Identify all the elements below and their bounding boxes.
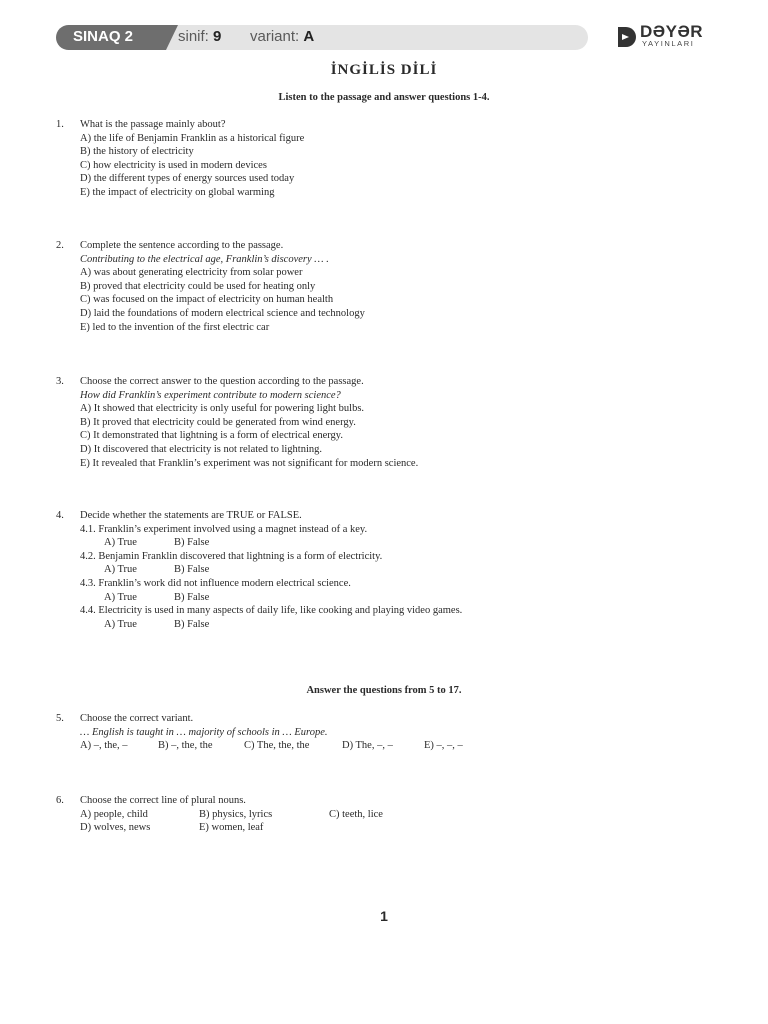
question-4 (56, 509, 676, 631)
option-b[interactable]: B) the history of electricity (80, 146, 194, 158)
tf-row-4-4 (104, 618, 676, 632)
question-1 (56, 118, 676, 200)
options-row (80, 739, 676, 753)
option-true[interactable]: A) True (104, 564, 137, 576)
option-false[interactable]: B) False (174, 564, 210, 576)
statement-4-4: 4.4. Electricity is used in many aspects of daily life, like cooking and playing video games. (80, 605, 463, 617)
logo-name: DƏYƏR (640, 22, 704, 41)
option-b[interactable]: B) –, the, the (158, 740, 213, 752)
logo-mark-icon (616, 25, 638, 49)
question-stem: Complete the sentence according to the passage. (80, 240, 284, 251)
subject-title: İNGİLİS DİLİ (330, 62, 438, 78)
question-number: 6. (56, 795, 64, 806)
option-d[interactable]: D) It discovered that electricity is not related to lightning. (80, 443, 323, 455)
logo-subtitle: YAYINLARI (642, 39, 695, 48)
exam-title: SINAQ 2 (73, 28, 134, 45)
option-e[interactable]: E) led to the invention of the first electric car (80, 321, 270, 333)
option-c[interactable]: C) The, the, the (244, 740, 310, 752)
option-a[interactable]: A) It showed that electricity is only useful for powering light bulbs. (80, 403, 365, 415)
option-a[interactable]: A) people, child (80, 808, 148, 820)
grade-value: 9 (213, 28, 222, 45)
header-bar (56, 25, 588, 50)
option-e[interactable]: E) –, –, – (424, 740, 463, 752)
option-d[interactable]: D) wolves, news (80, 822, 151, 834)
question-3 (56, 375, 676, 470)
question-number: 1. (56, 119, 64, 130)
grade-label: sinif: (178, 28, 209, 45)
question-number: 3. (56, 376, 64, 387)
option-b[interactable]: B) It proved that electricity could be generated from wind energy. (80, 416, 356, 428)
option-c[interactable]: C) It demonstrated that lightning is a form of electrical energy. (80, 430, 344, 442)
option-d[interactable]: D) the different types of energy sources used today (80, 173, 295, 185)
option-c[interactable]: C) teeth, lice (329, 808, 383, 820)
question-stem: Decide whether the statements are TRUE or FALSE. (80, 510, 302, 521)
statement-4-2: 4.2. Benjamin Franklin discovered that lightning is a form of electricity. (80, 550, 383, 562)
variant-info (250, 28, 314, 45)
variant-value: A (303, 28, 315, 45)
question-stem: Choose the correct answer to the question according to the passage. (80, 376, 364, 387)
variant-label: variant: (250, 28, 300, 45)
option-a[interactable]: A) was about generating electricity from solar power (80, 267, 303, 279)
question-prompt: … English is taught in … majority of schools in … Europe. (80, 726, 328, 738)
question-stem: Choose the correct line of plural nouns. (80, 795, 246, 806)
option-a[interactable]: A) –, the, – (80, 740, 128, 752)
option-false[interactable]: B) False (174, 618, 210, 630)
tf-row-4-1 (104, 536, 676, 550)
option-e[interactable]: E) women, leaf (199, 822, 264, 834)
question-prompt: Contributing to the electrical age, Franklin’s discovery … . (80, 253, 329, 265)
option-b[interactable]: B) proved that electricity could be used for heating only (80, 280, 316, 292)
statement-4-1: 4.1. Franklin’s experiment involved using a magnet instead of a key. (80, 523, 368, 535)
option-e[interactable]: E) It revealed that Franklin’s experiment was not significant for modern science. (80, 457, 419, 469)
question-6 (56, 794, 676, 835)
option-a[interactable]: A) the life of Benjamin Franklin as a historical figure (80, 132, 305, 144)
option-c[interactable]: C) was focused on the impact of electricity on human health (80, 294, 334, 306)
publisher-logo (616, 22, 708, 52)
question-prompt: How did Franklin’s experiment contribute to modern science? (80, 389, 341, 401)
question-number: 4. (56, 510, 64, 521)
question-number: 5. (56, 713, 64, 724)
option-true[interactable]: A) True (104, 591, 137, 603)
option-false[interactable]: B) False (174, 537, 210, 549)
option-false[interactable]: B) False (174, 591, 210, 603)
option-c[interactable]: C) how electricity is used in modern devices (80, 159, 267, 171)
question-number: 2. (56, 240, 64, 251)
option-b[interactable]: B) physics, lyrics (199, 808, 273, 820)
tf-row-4-3 (104, 591, 676, 605)
statement-4-3: 4.3. Franklin’s work did not influence modern electrical science. (80, 577, 351, 589)
grammar-instruction: Answer the questions from 5 to 17. (306, 685, 462, 696)
option-d[interactable]: D) The, –, – (342, 740, 393, 752)
grade-info (178, 28, 221, 45)
question-stem: What is the passage mainly about? (80, 119, 226, 130)
options-row-2 (80, 821, 676, 835)
question-2 (56, 239, 676, 334)
listening-instruction: Listen to the passage and answer questions 1-4. (278, 92, 490, 103)
option-e[interactable]: E) the impact of electricity on global warming (80, 186, 275, 198)
options-row-1 (80, 808, 676, 822)
option-true[interactable]: A) True (104, 618, 137, 630)
tf-row-4-2 (104, 563, 676, 577)
option-d[interactable]: D) laid the foundations of modern electrical science and technology (80, 307, 365, 319)
option-true[interactable]: A) True (104, 537, 137, 549)
question-stem: Choose the correct variant. (80, 713, 194, 724)
question-5 (56, 712, 676, 753)
page-number: 1 (380, 908, 388, 924)
